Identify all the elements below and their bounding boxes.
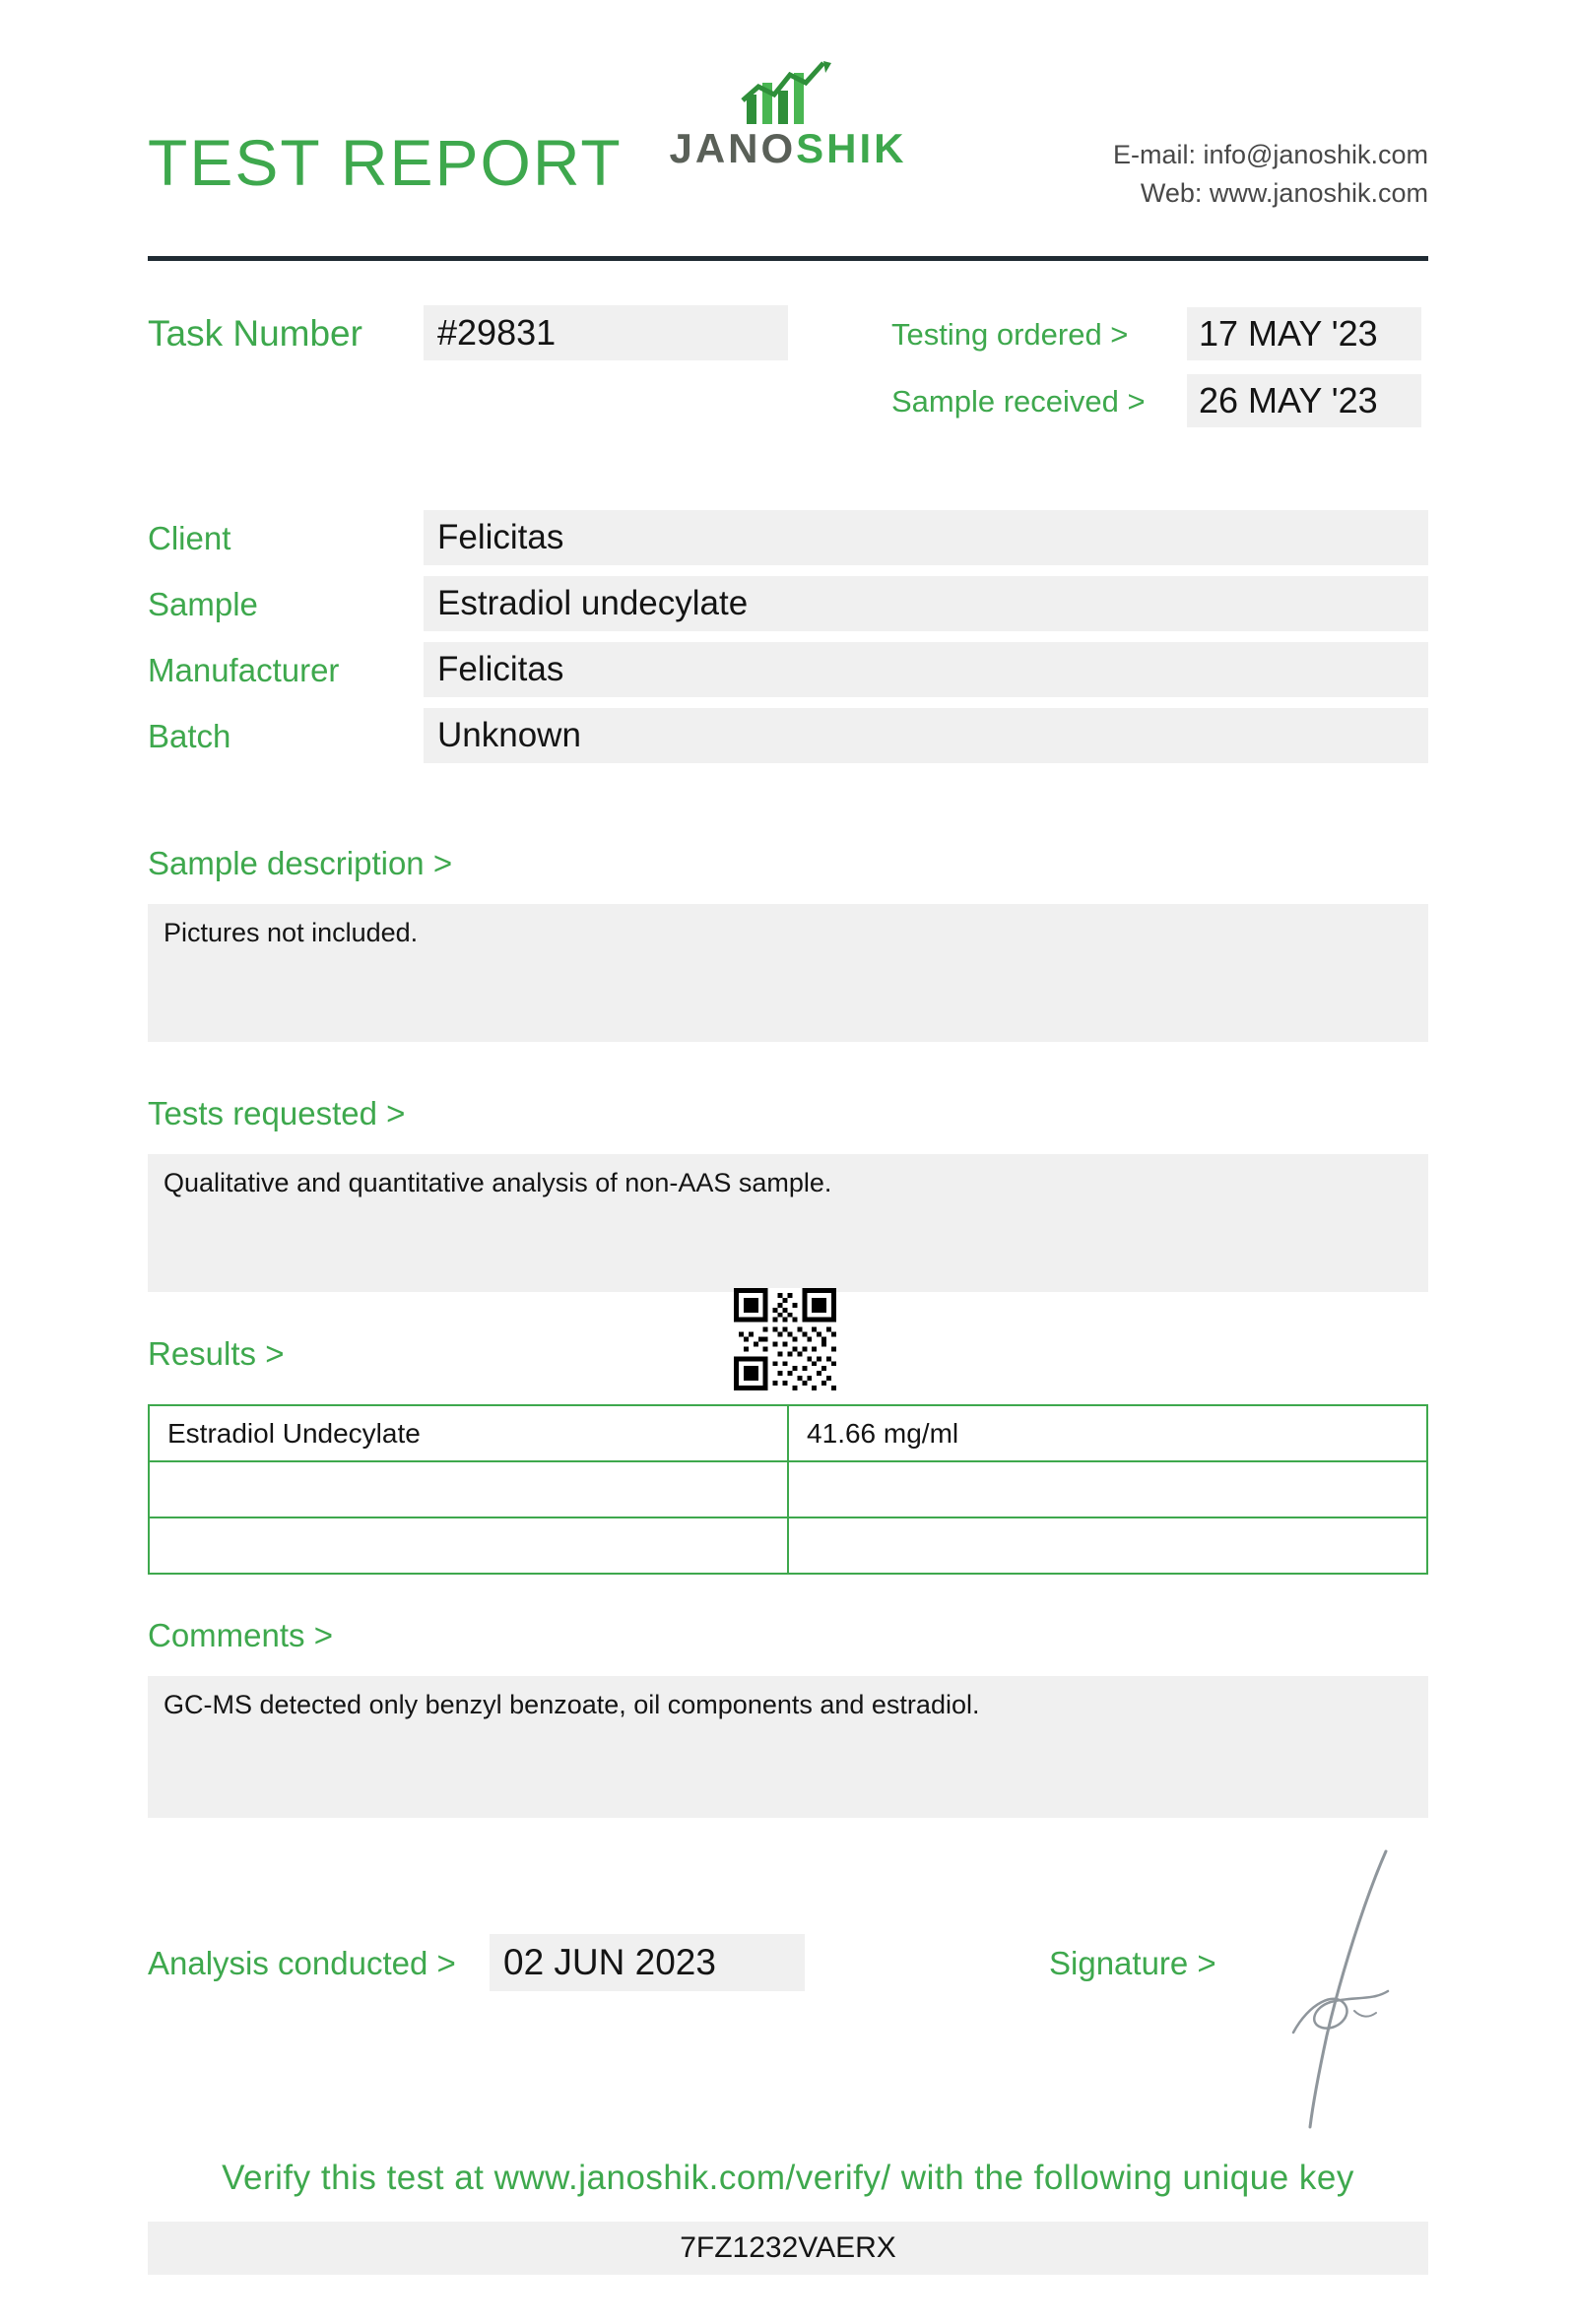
result-name [149,1461,788,1517]
info-row-client [148,510,1428,565]
unique-key: 7FZ1232VAERX [148,2222,1428,2275]
result-value [788,1461,1427,1517]
result-value: 41.66 mg/ml [788,1405,1427,1461]
info-row-manufacturer [148,642,1428,697]
contact-info [1113,136,1428,213]
task-number-value: #29831 [424,305,788,360]
tests-requested-heading: Tests requested > [148,1095,406,1131]
batch-label: Batch [148,718,231,754]
sample-received-label: Sample received > [891,384,1146,419]
analysis-conducted-label: Analysis conducted > [148,1945,456,1981]
comments-heading: Comments > [148,1617,333,1653]
sample-label: Sample [148,586,258,622]
batch-value: Unknown [424,708,1428,763]
result-name: Estradiol Undecylate [149,1405,788,1461]
results-heading: Results > [148,1335,285,1372]
sample-received-date: 26 MAY '23 [1187,374,1421,427]
results-table [148,1404,1428,1575]
janoshik-logo [630,61,946,169]
qr-code [734,1288,836,1390]
analysis-conducted-date: 02 JUN 2023 [490,1934,805,1991]
manufacturer-label: Manufacturer [148,652,340,688]
header-divider [148,256,1428,261]
results-row-1 [149,1405,1427,1461]
tests-requested-box: Qualitative and quantitative analysis of non-AAS sample. [148,1154,1428,1292]
info-row-batch [148,708,1428,763]
manufacturer-value: Felicitas [424,642,1428,697]
verify-instruction: Verify this test at www.janoshik.com/verify/ with the following unique key [222,2159,1354,2197]
logo-bars-icon [729,61,847,124]
info-row-sample [148,576,1428,631]
logo-wordmark [630,125,946,171]
sample-description-heading: Sample description > [148,845,453,881]
client-value: Felicitas [424,510,1428,565]
results-row-2 [149,1461,1427,1517]
logo-text-green: SHIK [796,125,907,171]
page-title: TEST REPORT [148,126,623,199]
testing-ordered-date: 17 MAY '23 [1187,307,1421,360]
result-value [788,1517,1427,1574]
contact-email: E-mail: info@janoshik.com [1112,140,1428,169]
client-label: Client [148,520,231,556]
results-row-3 [149,1517,1427,1574]
comments-box: GC-MS detected only benzyl benzoate, oil components and estradiol. [148,1676,1428,1818]
sample-value: Estradiol undecylate [424,576,1428,631]
signature-label: Signature > [1049,1945,1216,1981]
testing-ordered-label: Testing ordered > [891,317,1129,352]
task-number-label: Task Number [148,313,362,354]
contact-web: Web: www.janoshik.com [1140,178,1428,209]
logo-text-dark: JANO [669,125,797,171]
signature-image [1266,1843,1433,2134]
sample-description-box: Pictures not included. [148,904,1428,1042]
result-name [149,1517,788,1574]
